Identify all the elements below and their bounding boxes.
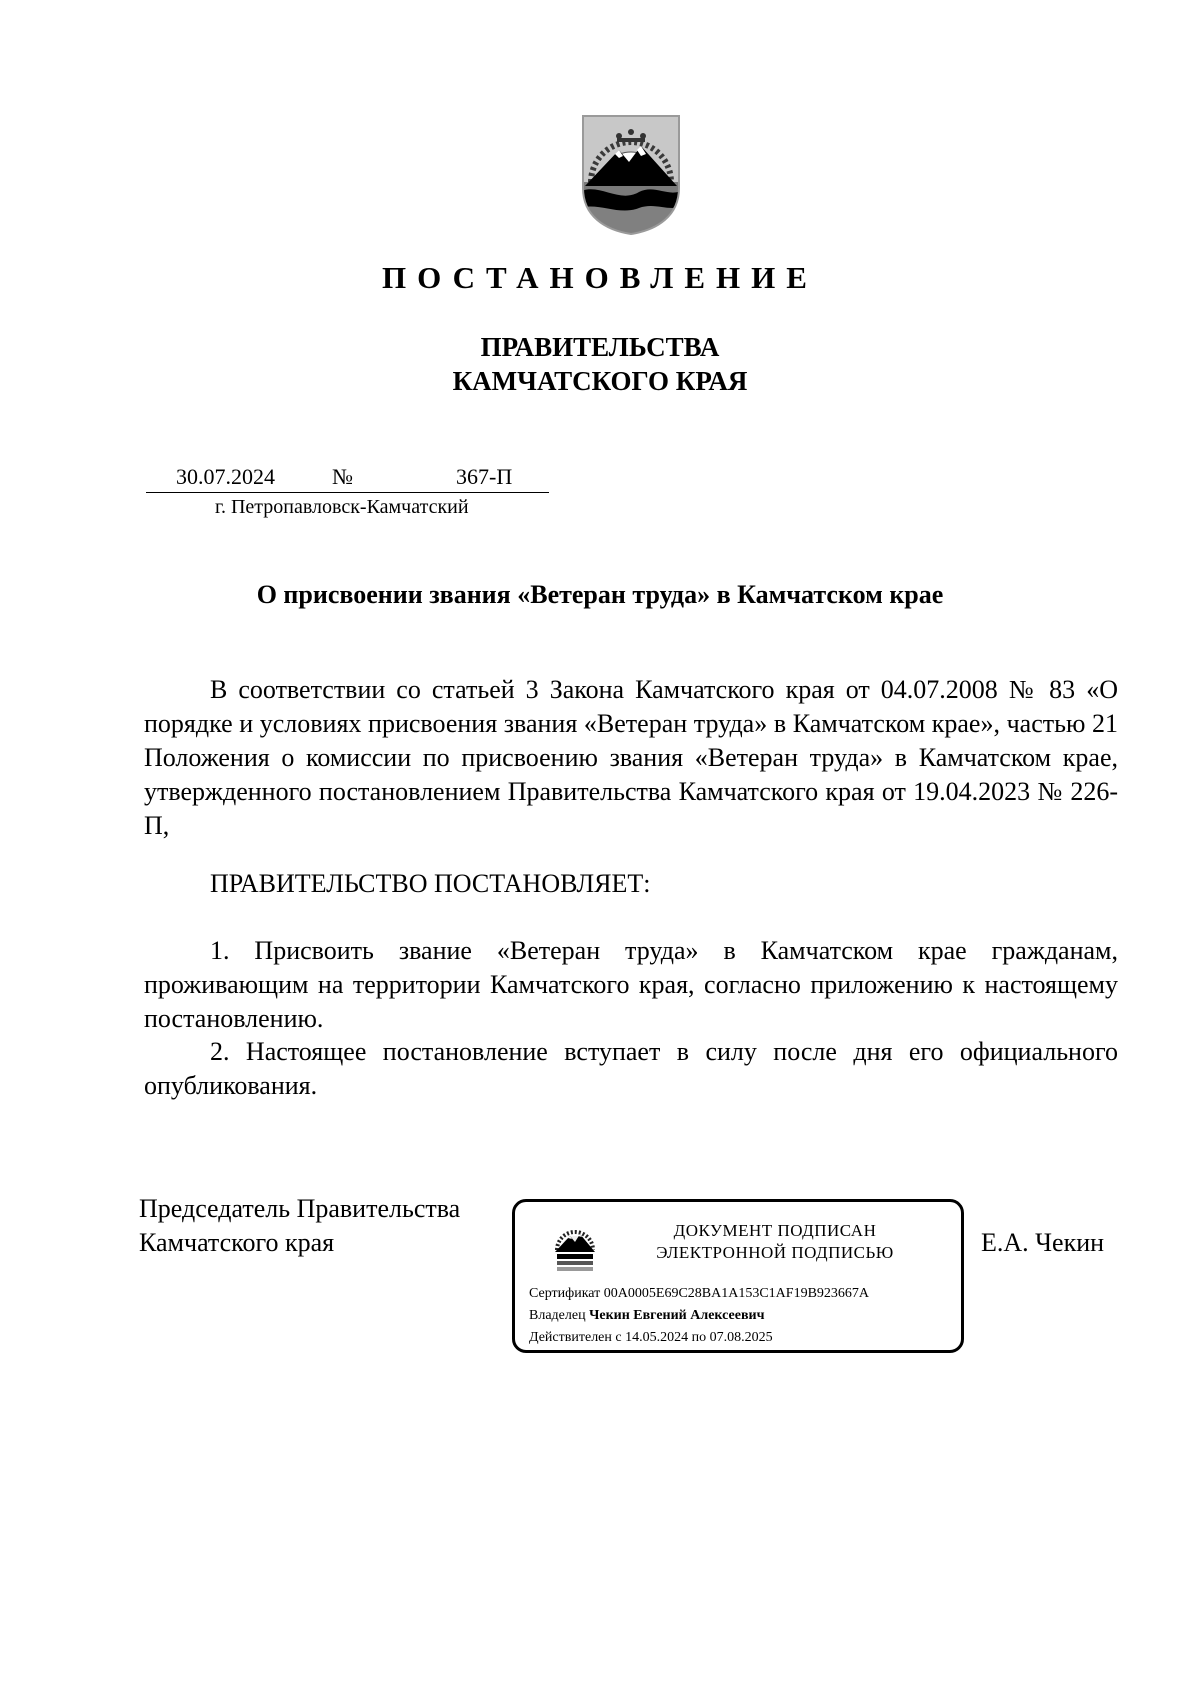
coat-of-arms-icon xyxy=(579,112,683,238)
item-2-paragraph: 2. Настоящее постановление вступает в силу после дня его официального опубликования. xyxy=(144,1037,1118,1100)
preamble-paragraph: В соответствии со статьей 3 Закона Камчатского края от 04.07.2008 № 83 «О порядке и условиях присвоения звания «Ветеран труда» в Камчатском крае», частью 21 Положения о комиссии по присвоению звания «Ветеран труда» в Камчатском крае, утвержденного постановлением Правительства Камчатского края от 19.04.2023 № 226-П, xyxy=(144,675,1118,840)
stamp-heading-line-2: ЭЛЕКТРОННОЙ ПОДПИСЬЮ xyxy=(656,1243,894,1262)
valid-from-label: Действителен с xyxy=(529,1330,622,1345)
owner-label: Владелец xyxy=(529,1308,586,1323)
certificate-value: 00A0005E69C28BA1A153C1AF19B923667A xyxy=(603,1286,870,1301)
stamp-certificate xyxy=(529,1284,869,1304)
item-1-paragraph: 1. Присвоить звание «Ветеран труда» в Камчатском крае гражданам, проживающим на территории Камчатского края, согласно приложению к настоящему постановлению. xyxy=(144,936,1118,1033)
signer-title xyxy=(139,1192,460,1260)
document-type-heading: ПОСТАНОВЛЕНИЕ xyxy=(382,260,818,295)
stamp-heading-line-1: ДОКУМЕНТ ПОДПИСАН xyxy=(673,1221,877,1240)
document-date: 30.07.2024 xyxy=(176,464,275,489)
stamp-owner xyxy=(529,1306,764,1326)
underline-divider xyxy=(146,492,549,493)
owner-value: Чекин Евгений Алексеевич xyxy=(589,1308,765,1323)
valid-to-date: 07.08.2025 xyxy=(709,1330,773,1345)
issuer-line-1: ПРАВИТЕЛЬСТВА xyxy=(480,332,720,362)
number-sign: № xyxy=(332,464,353,489)
signer-name: Е.А. Чекин xyxy=(981,1228,1105,1257)
valid-from-date: 14.05.2024 xyxy=(625,1330,689,1345)
signer-title-line-2: Камчатского края xyxy=(139,1228,335,1257)
stamp-emblem-icon xyxy=(553,1220,597,1276)
decree-line: ПРАВИТЕЛЬСТВО ПОСТАНОВЛЯЕТ: xyxy=(210,869,651,898)
valid-to-label: по xyxy=(691,1330,707,1345)
issuer-line-2: КАМЧАТСКОГО КРАЯ xyxy=(452,366,748,396)
document-number: 367-П xyxy=(456,464,513,489)
document-subject: О присвоении звания «Ветеран труда» в Камчатском крае xyxy=(256,580,944,609)
signer-title-line-1: Председатель Правительства xyxy=(139,1194,461,1223)
document-date-number xyxy=(146,463,549,493)
electronic-signature-stamp xyxy=(512,1199,964,1353)
document-city: г. Петропавловск-Камчатский xyxy=(215,496,469,518)
stamp-validity xyxy=(529,1328,773,1348)
certificate-label: Сертификат xyxy=(529,1286,601,1301)
